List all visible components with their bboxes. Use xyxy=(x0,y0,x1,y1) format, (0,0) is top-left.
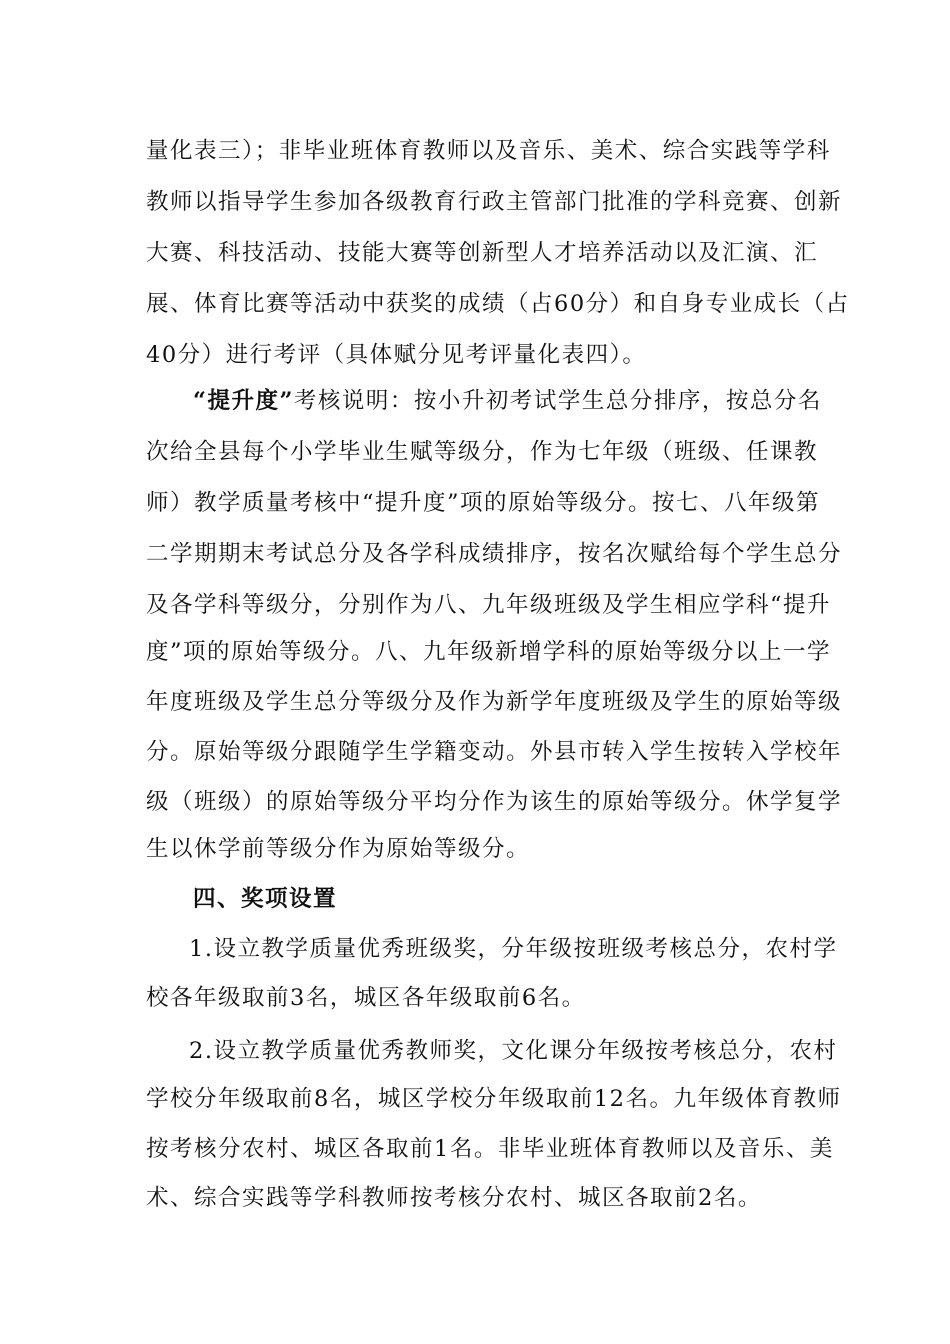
paragraph-line: 分。原始等级分跟随学生学籍变动。外县市转入学生按转入学校年 xyxy=(146,739,843,765)
list-item-first-line: 1.设立教学质量优秀班级奖，分年级按班级考核总分，农村学 xyxy=(189,936,838,962)
paragraph-line: 级（班级）的原始等级分平均分作为该生的原始等级分。休学复学 xyxy=(146,789,843,815)
paragraph-line: 及各学科等级分，分别作为八、九年级班级及学生相应学科“提升 xyxy=(146,592,832,618)
paragraph-line: 教师以指导学生参加各级教育行政主管部门批准的学科竞赛、创新 xyxy=(146,189,843,215)
highlight-term: “提升度” xyxy=(193,388,294,414)
paragraph-line: 展、体育比赛等活动中获奖的成绩（占60分）和自身专业成长（占 xyxy=(146,291,850,317)
paragraph-text: 考核说明：按小升初考试学生总分排序，按总分名 xyxy=(293,388,822,414)
paragraph-line: 40分）进行考评（具体赋分见考评量化表四）。 xyxy=(146,342,647,368)
list-item-line: 术、综合实践等学科教师按考核分农村、城区各取前2名。 xyxy=(146,1185,762,1211)
list-item-line: 校各年级取前3名，城区各年级取前6名。 xyxy=(146,985,586,1011)
list-item-first-line: 2.设立教学质量优秀教师奖，文化课分年级按考核总分，农村 xyxy=(189,1038,838,1064)
list-item-line: 按考核分农村、城区各取前1名。非毕业班体育教师以及音乐、美 xyxy=(146,1136,834,1162)
paragraph-line: 二学期期末考试总分及各学科成绩排序，按名次赋给每个学生总分 xyxy=(146,541,843,567)
section-heading: 四、奖项设置 xyxy=(193,886,338,912)
paragraph-line: 度”项的原始等级分。八、九年级新增学科的原始等级分以上一学 xyxy=(146,639,832,665)
paragraph-line: 量化表三）；非毕业班体育教师以及音乐、美术、综合实践等学科 xyxy=(146,138,831,164)
list-item-line: 学校分年级取前8名，城区学校分年级取前12名。九年级体育教师 xyxy=(146,1086,842,1112)
paragraph-line: 年度班级及学生总分等级分及作为新学年度班级及学生的原始等级 xyxy=(146,689,843,715)
paragraph-first-line xyxy=(193,386,822,416)
paragraph-line: 师）教学质量考核中“提升度”项的原始等级分。按七、八年级第 xyxy=(146,490,821,516)
paragraph-line: 大赛、科技活动、技能大赛等创新型人才培养活动以及汇演、汇 xyxy=(146,240,819,266)
paragraph-line: 生以休学前等级分作为原始等级分。 xyxy=(146,836,531,862)
paragraph-line: 次给全县每个小学毕业生赋等级分，作为七年级（班级、任课教 xyxy=(146,439,819,465)
